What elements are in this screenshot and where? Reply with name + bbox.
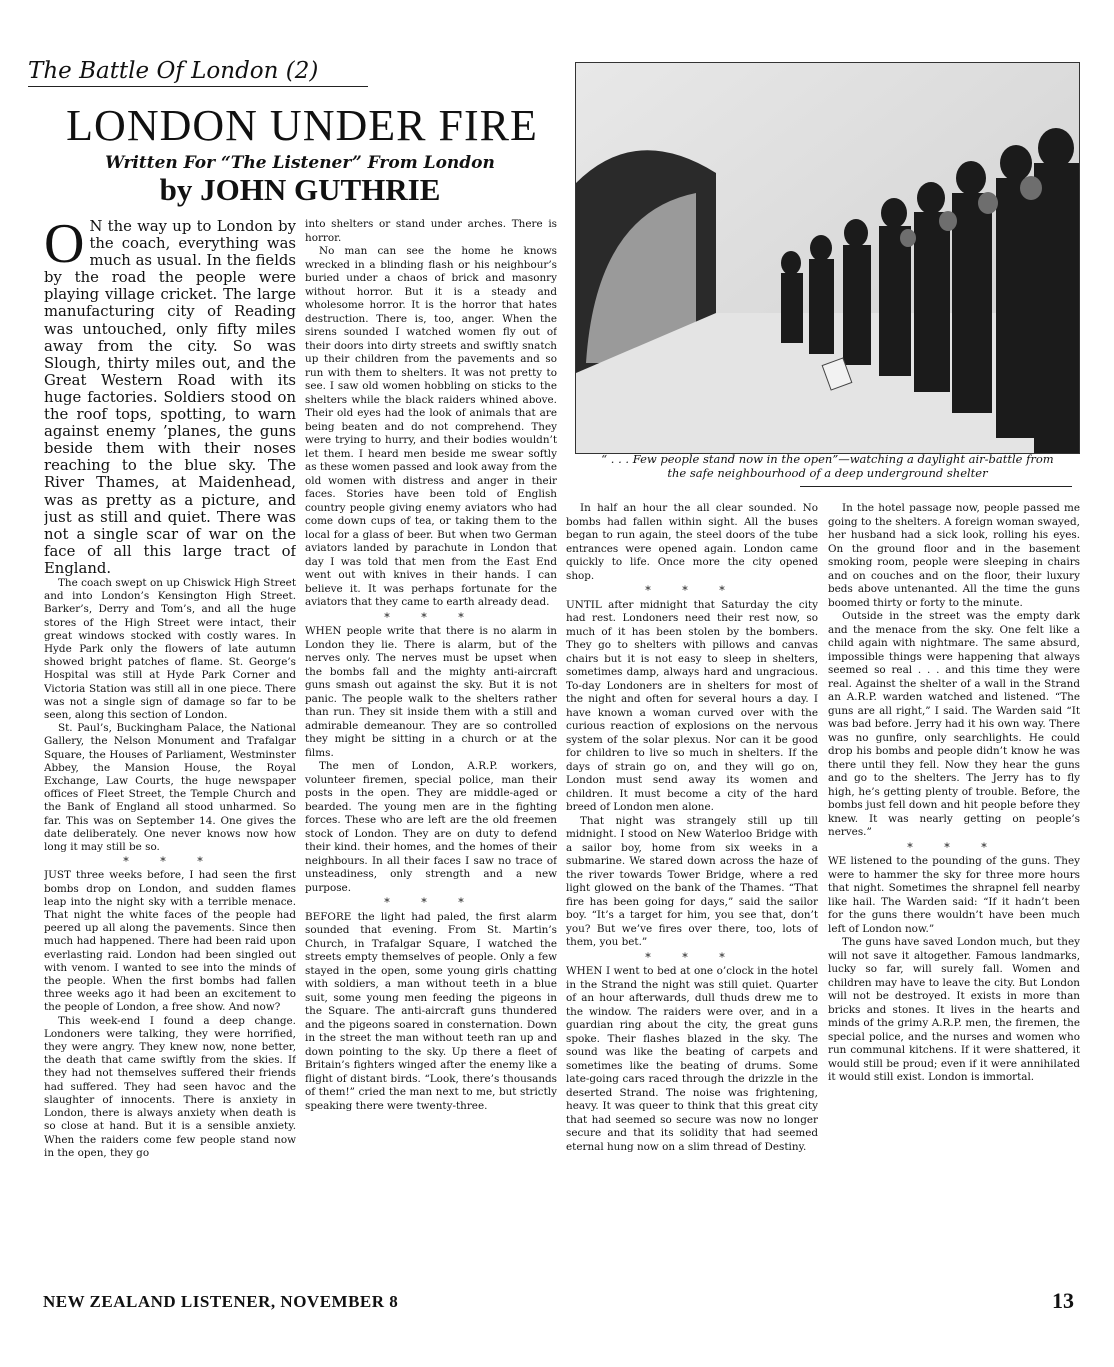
paragraph: into shelters or stand under arches. There is horror. bbox=[305, 218, 557, 244]
paragraph: This week-end I found a deep change. Londoners were talking, they were horrified, they were angry. They knew now, none better, the death that came swiftly from the skies. If they had not themselves suffered their friends had suffered. They had seen havoc and the slaughter of innocents. There is anxiety in London, there is always anxiety when death is so close at hand. But it is a sensible anxiety. When the raiders come few people stand now in the open, they go bbox=[44, 1014, 296, 1159]
byline: by JOHN GUTHRIE bbox=[159, 172, 441, 207]
paragraph: BEFORE the light had paled, the first alarm sounded that evening. From St. Martin’s Church, in Trafalgar Square, I watched the streets empty themselves of people. Only a few stayed in the open, some young girls chatting with soldiers, a man without teeth in a blue suit, some young men feeding the pigeons in the Square. The anti-aircraft guns thundered and the pigeons soared in consternation. Down in the street the man without teeth ran up and down pointing to the sky. Up there a fleet of Britain’s fighters winged after the enemy like a flight of distant birds. “Look, there’s thousands of them!” cried the man next to me, but strictly speaking there were twenty-three. bbox=[305, 910, 557, 1112]
section-divider: * * * bbox=[384, 896, 478, 909]
crowd-photo-illustration bbox=[576, 63, 1079, 453]
caption-line-2: the safe neighbourhood of a deep underground shelter bbox=[667, 466, 988, 480]
paragraph: WE listened to the pounding of the guns. They were to hammer the sky for three more hours that night. Sometimes the shrapnel fell nearby like hail. The Warden said: “If it hadn’t been for the guns there wouldn’t have been much left of London now.” bbox=[828, 855, 1080, 935]
caption-rule bbox=[800, 486, 1072, 487]
paragraph: The men of London, A.R.P. workers, volunteer firemen, special police, man their posts in the open. They are middle-aged or bearded. The young men are in the fighting forces. These who are left are the old freemen stock of London. They are on duty to defend their kind. their homes, and the homes of their neighbours. In all their faces I saw no trace of unsteadiness, only strength and a new purpose. bbox=[305, 760, 557, 894]
article-column-3 bbox=[566, 502, 818, 1154]
paragraph: The coach swept on up Chiswick High Street and into London’s Kensington High Street. Barker’s, Derry and Tom’s, and all the huge stores of the High Street were intact, their great windows stocked with costly wares. In Hyde Park only the flowers of late autumn showed bright patches of flame. St. George’s Hospital was still at Hyde Park Corner and Victoria Station was still all in one piece. There was not a single sign of damage so far to be seen, along this section of London. bbox=[44, 576, 296, 721]
paragraph: In half an hour the all clear sounded. No bombs had fallen within sight. All the buses began to run again, the steel doors of the tube entrances were opened again. London came quickly to life. Once more the city opened shop. bbox=[566, 502, 818, 582]
publication-footer: NEW ZEALAND LISTENER, NOVEMBER 8 bbox=[43, 1292, 399, 1311]
section-divider: * * * bbox=[123, 855, 217, 869]
section-divider: * * * bbox=[645, 950, 739, 964]
paragraph: In the hotel passage now, people passed me going to the shelters. A foreign woman swayed, her husband had a sick look, rolling his eyes. On the ground floor and in the basement smoking room, people were sleeping in chairs and on couches and on the floor, their luxury beds above untenanted. All the time the guns boomed thirty or forty to the minute. bbox=[828, 502, 1080, 609]
paragraph: WHEN I went to bed at one o’clock in the hotel in the Strand the night was still quiet. Quarter of an hour afterwards, dull thuds drew me to the window. The raiders were over, and in a guardian ring about the city, the great guns spoke. Their flashes blazed in the sky. The sound was like the beating of carpets and sometimes like the beating of drums. Some late-going cars raced through the drizzle in the deserted Strand. The noise was frightening, heavy. It was queer to think that this great city that had seemed so secure was now no longer secure and that its solidity that had seemed eternal hung now on a slim thread of Destiny. bbox=[566, 965, 818, 1153]
drop-cap: O bbox=[44, 218, 85, 275]
headline: LONDON UNDER FIRE bbox=[66, 101, 538, 150]
section-divider: * * * bbox=[384, 610, 478, 624]
crowd-photo bbox=[575, 62, 1080, 454]
article-column-2 bbox=[305, 218, 557, 1113]
paragraph: JUST three weeks before, I had seen the first bombs drop on London, and sudden flames leap into the night sky with a terrible menace. That night the white faces of the people had peered up all along the pavements. Since then much had happened. There had been raid upon everlasting raid. London had been singled out with venom. I wanted to see into the minds of the people. When the first bombs had fallen three weeks ago it had been an excitement to the people of London, a free show. And now? bbox=[44, 869, 296, 1014]
photo-caption bbox=[575, 452, 1080, 480]
subtitle: Written For “The Listener” From London bbox=[105, 153, 495, 173]
paragraph: St. Paul’s, Buckingham Palace, the National Gallery, the Nelson Monument and Trafalgar Square, the Houses of Parliament, Westminster Abbey, the Mansion House, the Royal Exchange, Law Courts, the huge newspaper offices of Fleet Street, the Temple Church and the Bank of England all stood unharmed. So far. This was on September 14. One gives the date deliberately. One never knows now how long it may still be so. bbox=[44, 722, 296, 854]
page-number: 13 bbox=[1052, 1288, 1074, 1313]
paragraph: WHEN people write that there is no alarm in London they lie. There is alarm, but of the nerves only. The nerves must be upset when the bombs fall and the mighty anti-aircraft guns smash out against the sky. But it is not panic. The people walk to the shelters rather than run. They sit inside them with a still and admirable demeanour. They are so controlled they might be sitting in a church or at the films. bbox=[305, 625, 557, 759]
series-title: The Battle Of London (2) bbox=[28, 58, 368, 87]
lead-paragraph: O N the way up to London by the coach, everything was much as usual. In the fields by the road the people were playing village cricket. The large manufacturing city of Reading was untouched, only fifty miles away from the city. So was Slough, thirty miles out, and the Great Western Road with its huge factories. Soldiers stood on the roof tops, spotting, to warn against enemy ’planes, the guns beside them with their noses reaching to the blue sky. The River Thames, at Maidenhead, was as pretty as a picture, and just as still and quiet. There was not a single scar of war on the face of all this large tract of England. bbox=[44, 218, 296, 577]
article-column-1 bbox=[44, 218, 296, 1160]
caption-line-1: “ . . . Few people stand now in the open”—watching a daylight air-battle from bbox=[601, 452, 1054, 466]
paragraph: The guns have saved London much, but they will not save it altogether. Famous landmarks, lucky so far, will surely fall. Women and children may have to leave the city. But London will not be destroyed. It exists in more than bricks and stones. It lives in the hearts and minds of the grimy A.R.P. men, the firemen, the special police, and the nurses and women who run communal kitchens. If it were shattered, it would still be proud; even if it were annihilated it would still exist. London is immortal. bbox=[828, 936, 1080, 1083]
paragraph: No man can see the home he knows wrecked in a blinding flash or his neighbour’s buried under a chaos of brick and masonry without horror. But it is a steady and wholesome horror. It is the horror that hates destruction. There is, too, anger. When the sirens sounded I watched women fly out of their doors into dirty streets and swiftly snatch up their children from the pavements and so run with them to shelters. It was not pretty to see. I saw old women hobbling on sticks to the shelters while the black raiders whined above. Their old eyes had the look of animals that are being beaten and do not comprehend. They were trying to hurry, and their bodies wouldn’t let them. I heard men beside me swear softly as these women passed and look away from the old women with distress and anger in their faces. Stories have been told of English country people giving enemy aviators who had come down cups of tea, or taking them to the local for a glass of beer. But when two German aviators landed by parachute in London that day I was told that men from the East End went out with knives in their hands. I can believe it. It was perhaps fortunate for the aviators that they came to earth already dead. bbox=[305, 245, 557, 608]
section-divider: * * * bbox=[907, 840, 1001, 854]
paragraph: UNTIL after midnight that Saturday the city had rest. Londoners need their rest now, so much of it has been stolen by the bombers. They go to shelters with pillows and canvas chairs but it is not easy to sleep in shelters, sometimes damp, always hard and ungracious. To-day Londoners are in shelters for most of the night and often for several hours a day. I have known a woman curved over with the curious reaction of explosions on the nervous system of the solar plexus. Nor can it be good for children to live so much in shelters. If the days of strain go on, and they will go on, London must send away its women and children. It must become a city of the hard breed of London men alone. bbox=[566, 598, 818, 813]
paragraph: That night was strangely still up till midnight. I stood on New Waterloo Bridge with a sailor boy, home from six weeks in a submarine. We stared down across the haze of the river towards Tower Bridge, where a red light glowed on the bank of the Thames. “That fire has been going for days,” said the sailor boy. “It’s a target for him, you see that, don’t you? But we’ve fires over there, too, lots of them, you bet.” bbox=[566, 814, 818, 948]
section-divider: * * * bbox=[645, 584, 739, 597]
paragraph: Outside in the street was the empty dark and the menace from the sky. One felt like a child again with nightmare. The same absurd, impossible things were happening that always seemed so real . . . and this time they were real. Against the shelter of a wall in the Strand an A.R.P. warden watched and listened. “The guns are all right,” I said. The Warden said “It was bad before. Jerry had it his own way. There was no gunfire, only searchlights. He could drop his bombs and people didn’t know he was there until they fell. Now they hear the guns and go to the shelters. The Jerry has to fly high, he’s getting plenty of trouble. Before, the bombs just fell down and hit people before they knew. It was nearly getting on people’s nerves.” bbox=[828, 610, 1080, 838]
article-column-4 bbox=[828, 502, 1080, 1085]
